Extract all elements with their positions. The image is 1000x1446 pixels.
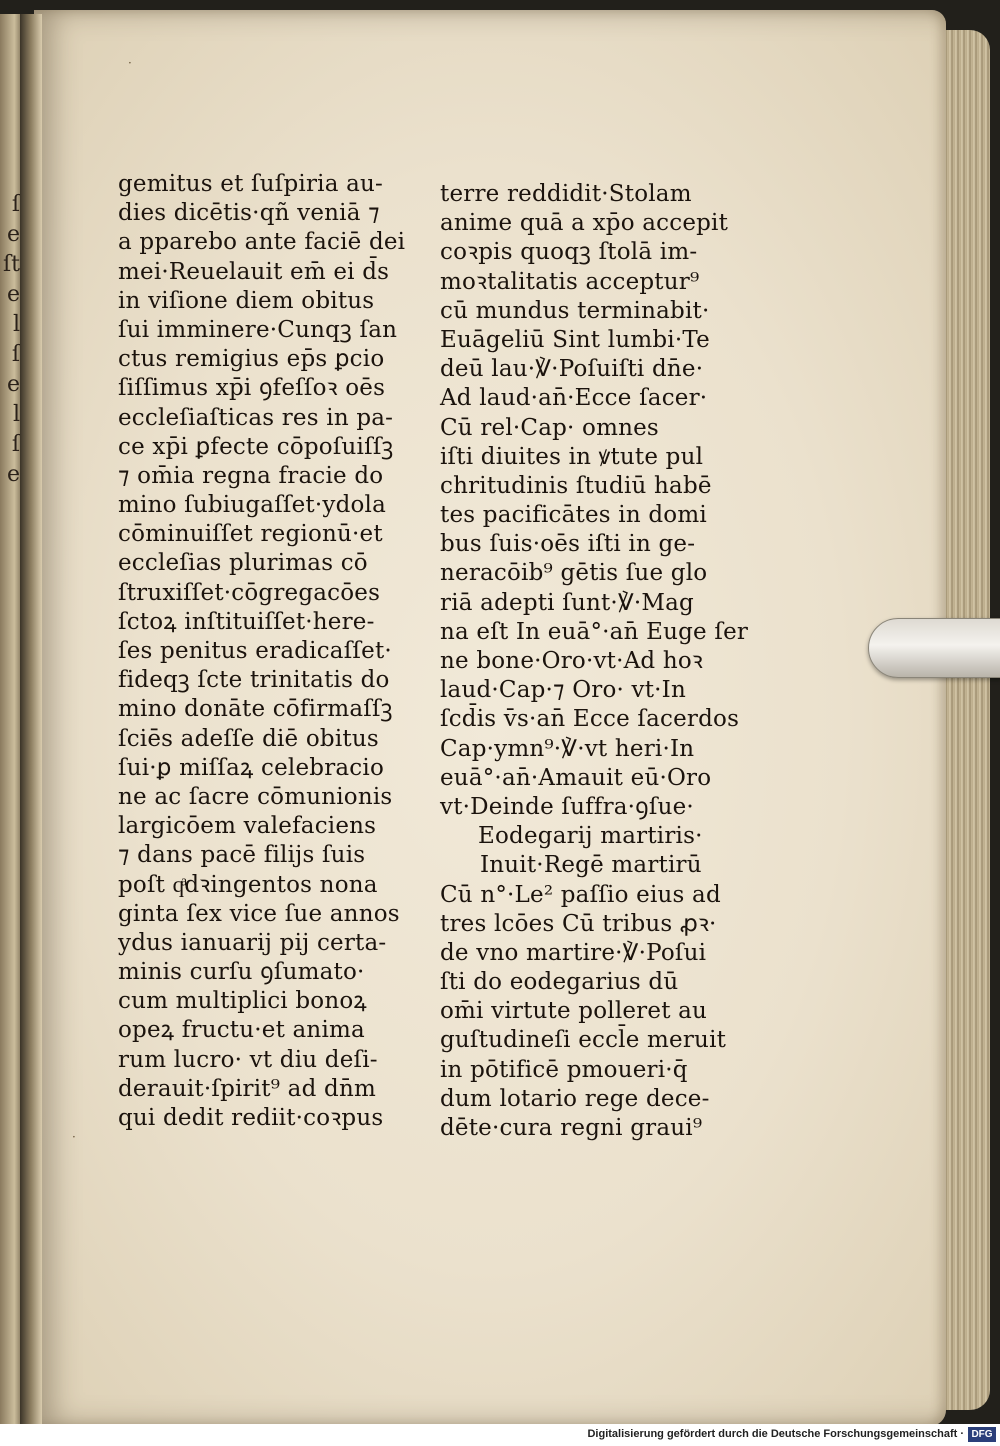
text-line: ginta ſex vice ſue annos: [118, 900, 400, 927]
text-line: eccleſiaſticas res in pa-: [118, 404, 394, 431]
text-line: mino ſubiugaſſet·ydola: [118, 492, 387, 519]
text-line: mei·Reuelauit em̄ ei d̄s: [118, 258, 390, 285]
left-page-glyph: e: [6, 222, 20, 247]
text-line: euā°·an̄·Amauit eū·Oro: [440, 764, 712, 791]
binding-gutter: [20, 14, 42, 1424]
text-line: ſiſſimus xp̄i ꝯfeſſoꝛ oēs: [118, 375, 386, 402]
footer-credit: Digitalisierung gefördert durch die Deutsche Forschungsgemeinschaft ·: [587, 1428, 964, 1440]
page-mark-bottom: ·: [72, 1130, 76, 1144]
text-line: vt·Deinde ſuffra·ꝯſue·: [440, 793, 694, 820]
text-line: ſctoꝝ inſtituiſſet·here-: [118, 608, 375, 635]
text-line: chritudinis ſtudiū habē: [440, 472, 712, 499]
text-line: ydus ianuarij pij certa-: [118, 929, 387, 956]
text-line: na eſt In euā°·an̄ Euge ſer: [440, 618, 749, 645]
text-line: tes pacificātes in domi: [440, 502, 707, 529]
text-line: tres lcōes Cū tribus ꝓꝛ·: [440, 910, 717, 937]
text-line: neracōib⁹ gētis ſue glo: [440, 560, 708, 587]
text-line: dum lotario rege dece-: [440, 1085, 710, 1112]
left-page-glyph: e: [6, 372, 20, 397]
text-line: poſt qͣdꝛingentos nona: [118, 871, 378, 898]
text-line: gemitus et ſuſpiria au-: [118, 171, 384, 197]
text-column-left: [118, 170, 405, 1133]
left-page-glyph: ſt: [3, 252, 20, 277]
text-line: ⁊ om̄ia regna fracie do: [118, 462, 384, 489]
text-line: ⁊ dans pacē filijs ſuis: [118, 842, 366, 869]
left-page-glyph: e: [6, 462, 20, 487]
text-line: dēte·cura regni graui⁹: [440, 1115, 703, 1141]
left-page-glyph: ſ: [11, 192, 20, 217]
text-line: ſes penitus eradicaſſet·: [118, 638, 392, 664]
text-line: ſciēs adeſſe diē obitus: [118, 725, 379, 752]
left-page-glyph: e: [6, 282, 20, 307]
text-line: Cū n°·Le² paſſio eius ad: [440, 881, 721, 908]
text-line: om̄i virtute polleret au: [440, 998, 708, 1025]
text-line: cōminuiſſet regionū·et: [118, 521, 383, 548]
text-line: de vno martire·℣·Poſui: [440, 939, 707, 966]
text-line: iſti diuites in ꝟtute pul: [440, 443, 704, 470]
text-line: ce xp̄i ꝑfecte cōpoſuiſſꝫ: [118, 433, 394, 460]
dfg-logo: DFG: [968, 1427, 996, 1442]
left-page-glyph: ſ: [11, 432, 20, 457]
text-line: Euāgeliū Sint lumbi·Te: [440, 326, 710, 353]
text-line: terre reddidit·Stolam: [440, 181, 692, 207]
text-line: cum multiplici bonoꝝ: [118, 988, 367, 1015]
text-line: Eodegarij martiris·: [478, 823, 703, 850]
text-line: ſui imminere·Cunqꝫ ſan: [118, 316, 398, 343]
text-line: anime quā a xp̄o accepit: [440, 210, 729, 237]
page-mark-top: ·: [128, 56, 132, 70]
text-line: eccleſias plurimas cō: [118, 550, 368, 577]
text-line: qui dedit rediit·coꝛpus: [118, 1105, 384, 1131]
text-line: derauit·ſpirit⁹ ad dn̄m: [118, 1075, 376, 1102]
text-line: coꝛpis quoqꝫ ſtolā im-: [440, 239, 698, 266]
text-line: a pparebo ante faciē dei: [118, 229, 406, 256]
text-line: ſcd̄is v̄s·an̄ Ecce ſacerdos: [440, 706, 740, 733]
text-line: deū lau·℣·Poſuiſti dn̄e·: [440, 356, 704, 383]
text-line: in pōtificē pmoueri·q̄: [440, 1056, 688, 1083]
text-line: laud·Cap·⁊ Oro· vt·In: [440, 677, 686, 704]
text-line: ctus remigius ep̄s ꝑcio: [118, 346, 385, 373]
text-column-right: [440, 180, 748, 1143]
text-line: guſtudineſi eccl̄e meruit: [440, 1027, 727, 1054]
text-line: in viſione diem obitus: [118, 287, 375, 314]
text-line: Cū rel·Cap· omnes: [440, 414, 659, 441]
text-line: largicōem valefaciens: [118, 813, 377, 840]
left-page-glyph: l: [12, 312, 20, 337]
text-line: opeꝝ fructu·et anima: [118, 1017, 365, 1044]
text-line: mino donāte cōfirmaſſꝫ: [118, 696, 393, 723]
text-line: ſti do eodegarius dū: [440, 969, 679, 996]
text-line: riā adepti ſunt·℣·Mag: [440, 589, 694, 616]
text-line: minis curſu ꝯſumato·: [118, 959, 365, 986]
left-page-glyph: ſ: [11, 342, 20, 367]
text-line: cū mundus terminabit·: [440, 297, 710, 324]
bookmark-tab: [868, 618, 1000, 678]
left-page-text-fragment: [0, 190, 20, 490]
text-line: moꝛtalitatis acceptur⁹: [440, 268, 700, 295]
text-line: Cap·ymn⁹·℣·vt heri·In: [440, 735, 695, 762]
text-line: bus ſuis·oēs iſti in ge-: [440, 531, 696, 558]
text-line: ne bone·Oro·vt·Ad hoꝛ: [440, 648, 704, 674]
text-line: ſtruxiſſet·cōgregacōes: [118, 579, 381, 606]
text-line: Inuit·Regē martirū: [480, 852, 702, 879]
text-line: ſui·ꝑ miſſaꝝ celebracio: [118, 754, 384, 781]
text-line: dies dicētis·qñ veniā ⁊: [118, 200, 380, 227]
text-line: ne ac ſacre cōmunionis: [118, 783, 393, 810]
left-page-glyph: l: [12, 402, 20, 427]
text-line: Ad laud·an̄·Ecce ſacer·: [440, 385, 708, 412]
text-line: fideqꝫ ſcte trinitatis do: [118, 667, 390, 694]
text-line: rum lucro· vt diu deſi-: [118, 1046, 378, 1073]
footer-bar: [0, 1424, 1000, 1446]
